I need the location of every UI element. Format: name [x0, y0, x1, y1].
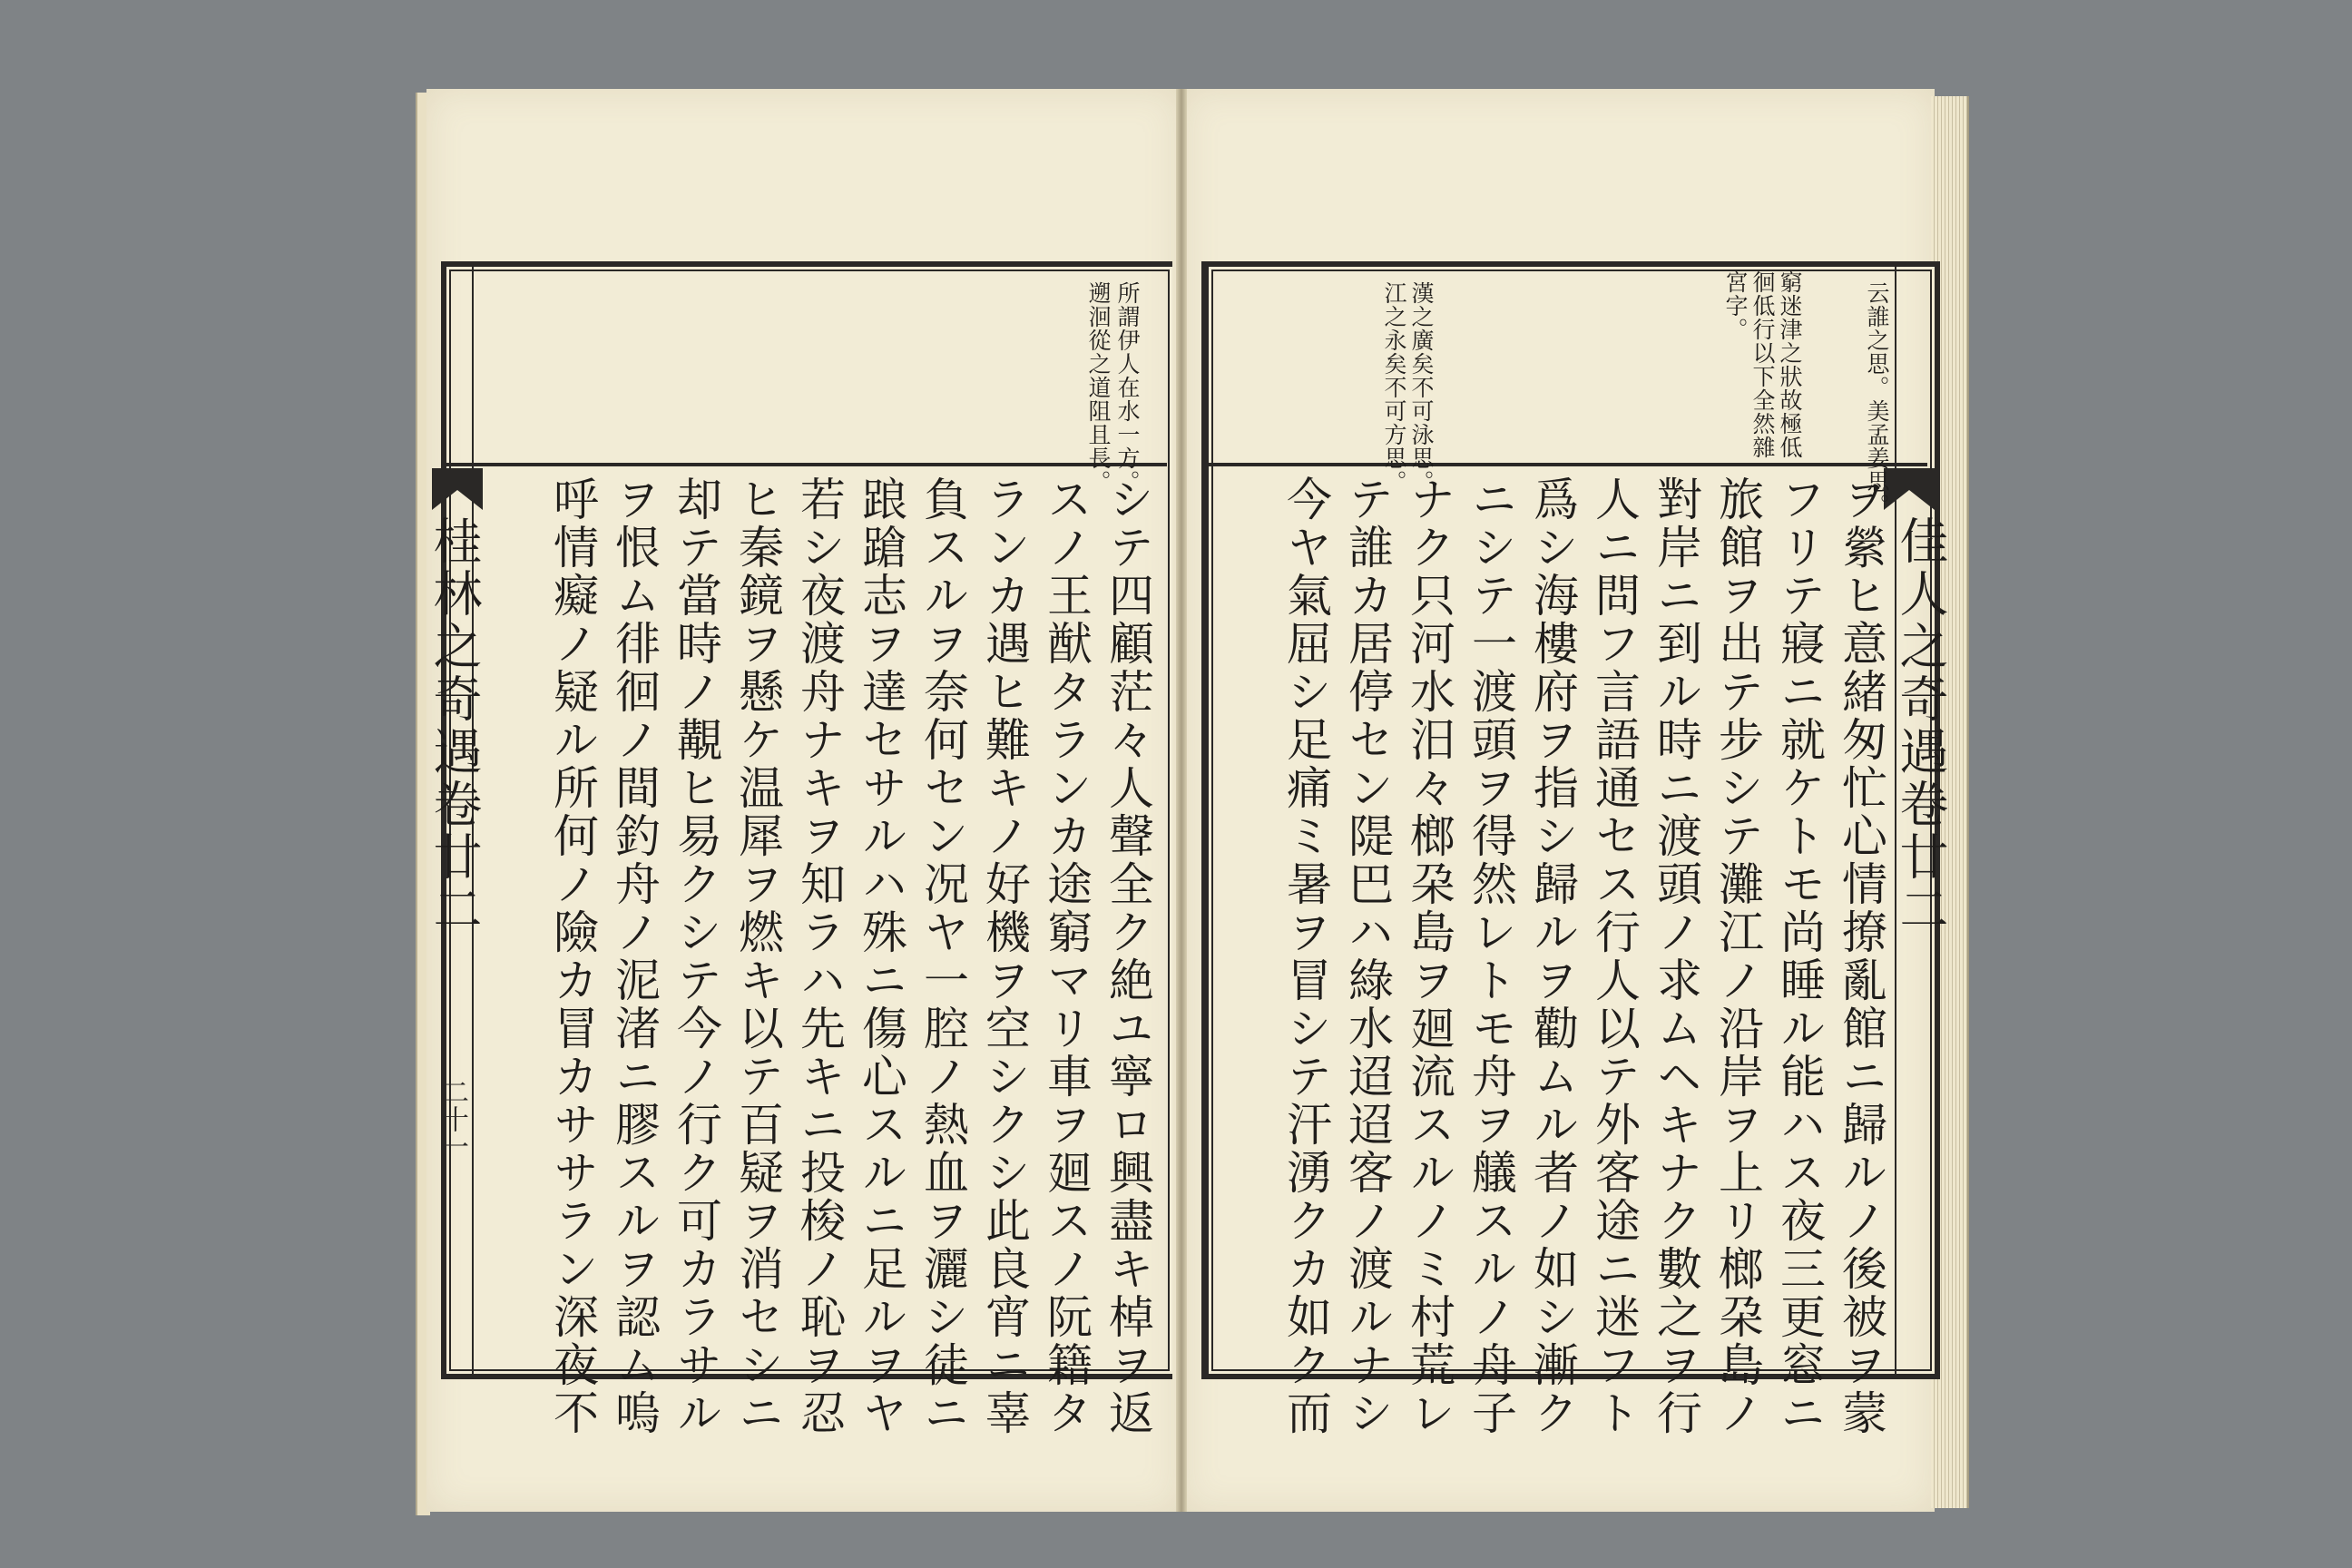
right-note-1: 云誰之思。美孟姜思。: [1864, 281, 1890, 517]
right-text-column: 人ニ問フ言語通セス行人以テ外客途ニ迷フト: [1588, 475, 1641, 1437]
right-spine-title: 佳人之奇遇卷廿二: [1892, 515, 1949, 936]
left-note-2: 遡洄從之道阻且長。: [1085, 281, 1112, 494]
left-text-column: 若シ夜渡舟ナキヲ知ラハ先キニ投梭ノ恥ヲ忍: [793, 475, 846, 1437]
left-text-column: ヲ恨ム徘徊ノ間釣舟ノ泥渚ニ膠スルヲ認ム嗚: [608, 475, 661, 1437]
leaf-number: 二十一: [436, 1078, 468, 1160]
right-note-5: 漢之廣矣不可泳思。: [1408, 281, 1435, 494]
right-text-column: ナク只河水汨々榔朶島ヲ廻流スルノミ村荒レ: [1403, 475, 1455, 1437]
right-header-divider: [1201, 463, 1927, 466]
fish-tail-mark-icon: [432, 468, 483, 510]
right-text-column: 旅館ヲ出テ步シテ灘江ノ沿岸ヲ上リ榔朶島ノ: [1711, 475, 1764, 1437]
right-note-3: 徊低行以下全然雜: [1749, 270, 1776, 459]
left-text-column: 却テ當時ノ覯ヒ易クシテ今ノ行ク可カラサル: [670, 475, 722, 1437]
left-text-column: 呼情癡ノ疑ル所何ノ險カ冒カササラン深夜不: [546, 475, 599, 1437]
right-text-column: テ誰カ居停セン隄巴ハ綠水迢迢客ノ渡ルナシ: [1341, 475, 1394, 1437]
left-header-divider: [441, 463, 1167, 466]
left-text-column: 踉蹌志ヲ達セサルハ殊ニ傷心スルニ足ルヲヤ: [855, 475, 907, 1437]
left-text-column: ヒ秦鏡ヲ懸ケ温犀ヲ燃キ以テ百疑ヲ消セシニ: [731, 475, 784, 1437]
right-text-column: ヲ縈ヒ意緒匆忙心情撩亂館ニ歸ルノ後被ヲ蒙: [1835, 475, 1887, 1437]
right-note-2: 窮迷津之狀故極低: [1777, 270, 1803, 459]
left-text-column: ランカ遇ヒ難キノ好機ヲ空シクシ此良宵ニ辜: [978, 475, 1031, 1437]
left-note-1: 所謂伊人在水一方。: [1114, 281, 1141, 494]
left-text-column: シテ四顧茫々人聲全ク絶ユ寧ロ興盡キ棹ヲ返: [1102, 475, 1154, 1437]
right-note-4: 宮字。: [1722, 270, 1749, 341]
book-gutter: [1176, 89, 1187, 1512]
right-text-column: 今ヤ氣屈シ足痛ミ暑ヲ冒シテ汗湧クカ如ク而: [1279, 475, 1332, 1437]
left-text-column: 負スルヲ奈何セン况ヤ一腔ノ熱血ヲ灑シ徒ニ: [916, 475, 969, 1437]
open-book: [416, 80, 1969, 1521]
left-text-column: スノ王猷タランカ途窮マリ車ヲ廻スノ阮籍タ: [1040, 475, 1093, 1437]
left-spine-title: 桂林之奇遇卷廿二: [426, 515, 483, 936]
right-text-column: フリテ寢ニ就ケトモ尚睡ル能ハス夜三更窓ニ: [1773, 475, 1826, 1437]
right-note-6: 江之永矣不可方思。: [1381, 281, 1407, 494]
right-text-column: 對岸ニ到ル時ニ渡頭ノ求ムヘキナク數之ヲ行: [1650, 475, 1702, 1437]
fish-tail-mark-icon: [1884, 468, 1935, 510]
right-text-column: 爲シ海樓府ヲ指シ歸ルヲ勸ムル者ノ如シ漸ク: [1526, 475, 1579, 1437]
right-text-column: ニシテ一渡頭ヲ得然レトモ舟ヲ艤スルノ舟子: [1465, 475, 1517, 1437]
